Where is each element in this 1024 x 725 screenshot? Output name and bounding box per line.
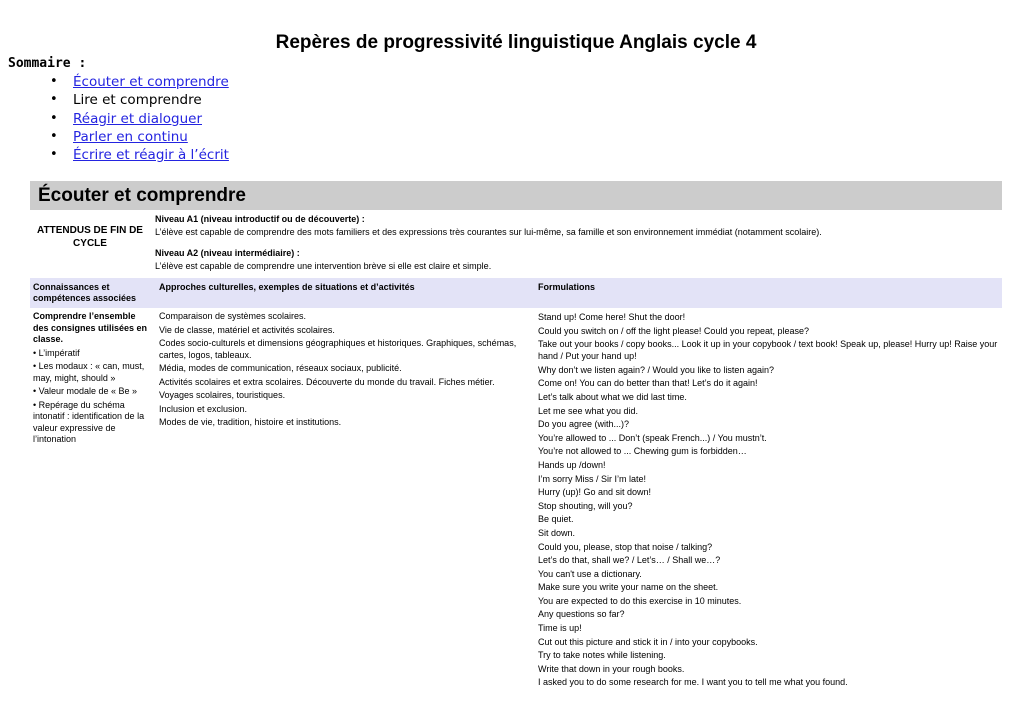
- attendus-label: ATTENDUS DE FIN DE CYCLE: [37, 225, 143, 249]
- section-header: Écouter et comprendre: [30, 181, 1002, 210]
- competence-item: • Repérage du schéma intonatif : identification de la valeur expressive de l’intonation: [33, 399, 145, 444]
- toc-link-ecouter[interactable]: Écouter et comprendre: [73, 74, 229, 90]
- niveau-a1: [155, 213, 995, 239]
- niveau-a2: [155, 247, 995, 273]
- formulation-item: You can't use a dictionary.: [538, 568, 642, 579]
- formulation-item: Let’s do that, shall we? / Let’s… / Shall we…?: [538, 555, 721, 566]
- formulation-item: Come on! You can do better than that! Let’s do it again!: [538, 378, 758, 389]
- approche-item: Média, modes de communication, réseaux sociaux, publicité.: [159, 363, 402, 373]
- niveau-a1-title: Niveau A1 (niveau introductif ou de découverte) :: [155, 214, 365, 224]
- toc-item-lire: [50, 91, 229, 109]
- formulation-item: Hurry (up)! Go and sit down!: [538, 487, 652, 498]
- bullet-icon: •: [50, 110, 58, 126]
- toc-item-ecouter[interactable]: [50, 73, 229, 91]
- competences-head: Comprendre l’ensemble des consignes utilisées en classe.: [33, 311, 148, 344]
- approches-cell: [159, 311, 529, 431]
- bullet-icon: •: [50, 74, 58, 89]
- formulation-item: Sit down.: [538, 527, 576, 538]
- toc-text-lire: Lire et comprendre: [73, 92, 202, 109]
- approche-item: Codes socio-culturels et dimensions géographiques et historiques. Graphiques, schémas, cartes, logos, tableaux.: [159, 338, 517, 360]
- formulation-item: Write that down in your rough books.: [538, 663, 685, 674]
- bullet-icon: •: [50, 128, 58, 144]
- formulation-item: You’re allowed to ... Don’t (speak French...) / You mustn’t.: [538, 432, 767, 443]
- formulation-item: Any questions so far?: [538, 609, 625, 620]
- formulation-item: Be quiet.: [538, 514, 574, 525]
- competence-item: • Valeur modale de « Be »: [33, 386, 138, 396]
- niveau-a2-title: Niveau A2 (niveau intermédiaire) :: [155, 248, 300, 258]
- page-title: Repères de progressivité linguistique Anglais cycle 4: [275, 32, 757, 53]
- niveau-a1-text: L’élève est capable de comprendre des mots familiers et des expressions très courantes sur lui-même, sa famille et son environnement immédiat (notamment scolaire).: [155, 227, 822, 237]
- formulation-item: Could you, please, stop that noise / talking?: [538, 541, 713, 552]
- bullet-icon: •: [50, 92, 58, 108]
- table-of-contents: [50, 73, 229, 164]
- bullet-icon: •: [50, 147, 58, 163]
- approche-item: Vie de classe, matériel et activités scolaires.: [159, 324, 335, 335]
- formulation-item: You are expected to do this exercise in 10 minutes.: [538, 595, 742, 606]
- formulation-item: Cut out this picture and stick it in / into your copybooks.: [538, 636, 758, 647]
- competence-item: • Les modaux : « can, must, may, might, should »: [33, 361, 145, 383]
- formulation-item: Let me see what you did.: [538, 405, 639, 416]
- formulation-item: Let’s talk about what we did last time.: [538, 391, 687, 402]
- formulation-item: Why don’t we listen again? / Would you like to listen again?: [538, 364, 774, 375]
- toc-link-reagir[interactable]: Réagir et dialoguer: [73, 110, 202, 127]
- formulation-item: Do you agree (with...)?: [538, 419, 630, 430]
- toc-link-ecrire[interactable]: Écrire et réagir à l’écrit: [73, 147, 229, 164]
- formulation-item: I asked you to do some research for me. I want you to tell me what you found.: [538, 677, 848, 688]
- toc-item-reagir[interactable]: [50, 110, 229, 128]
- formulation-item: Make sure you write your name on the sheet.: [538, 582, 719, 593]
- formulation-item: Take out your books / copy books... Look it up in your copybook / text book! Speak up, please! Hurry up! Raise your hand / Put your hand up!: [538, 339, 998, 362]
- formulation-item: Try to take notes while listening.: [538, 650, 666, 661]
- column-header-competences: Connaissances et compétences associées: [33, 282, 137, 303]
- formulation-item: Stand up! Come here! Shut the door!: [538, 312, 686, 322]
- approche-item: Inclusion et exclusion.: [159, 403, 248, 414]
- toc-item-parler[interactable]: [50, 128, 229, 146]
- column-header-approches: Approches culturelles, exemples de situations et d’activités: [159, 282, 415, 292]
- formulation-item: You’re not allowed to ... Chewing gum is forbidden…: [538, 446, 747, 457]
- column-header-formulations: Formulations: [538, 282, 596, 292]
- formulation-item: Could you switch on / off the light please! Could you repeat, please?: [538, 325, 810, 336]
- niveau-a2-text: L’élève est capable de comprendre une intervention brève si elle est claire et simple.: [155, 261, 492, 271]
- approche-item: Voyages scolaires, touristiques.: [159, 390, 286, 400]
- approche-item: Comparaison de systèmes scolaires.: [159, 311, 307, 321]
- formulation-item: Time is up!: [538, 623, 582, 634]
- approche-item: Modes de vie, tradition, histoire et institutions.: [159, 417, 342, 427]
- toc-item-ecrire[interactable]: [50, 146, 229, 164]
- formulation-item: I’m sorry Miss / Sir I’m late!: [538, 473, 647, 484]
- formulation-item: Stop shouting, will you?: [538, 500, 633, 511]
- sommaire-label: Sommaire :: [8, 56, 87, 71]
- approche-item: Activités scolaires et extra scolaires. Découverte du monde du travail. Fiches métier.: [159, 376, 495, 387]
- toc-link-parler[interactable]: Parler en continu: [73, 128, 188, 145]
- formulations-cell: [538, 311, 998, 690]
- competence-item: • L’impératif: [33, 347, 80, 358]
- competences-cell: [33, 311, 151, 446]
- formulation-item: Hands up /down!: [538, 459, 606, 470]
